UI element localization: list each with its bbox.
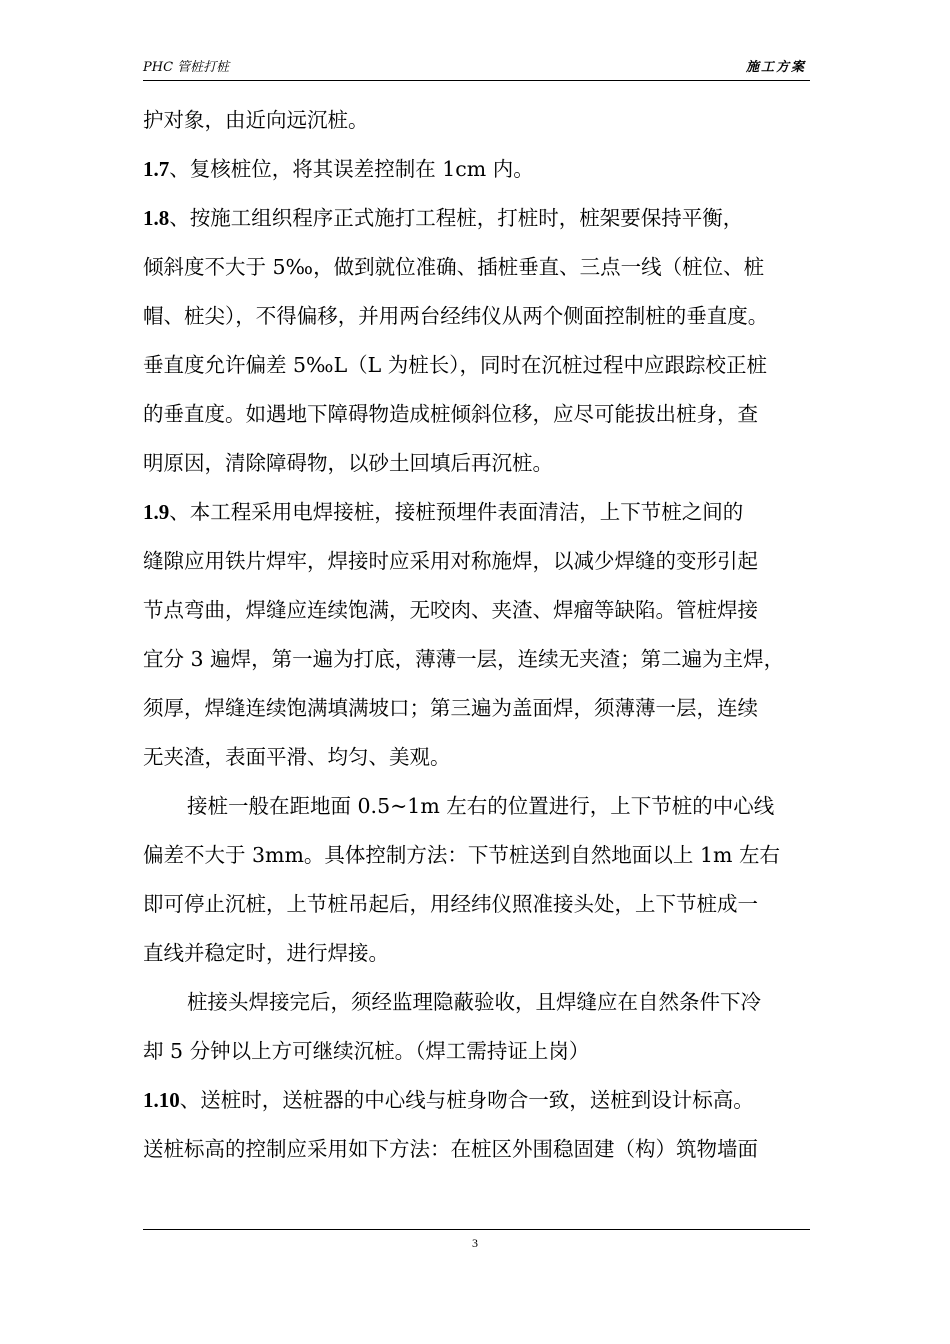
- line-text: 护对象，由近向远沉桩。: [143, 108, 369, 132]
- body-text: [143, 100, 815, 1178]
- line-text: 的垂直度。如遇地下障碍物造成桩倾斜位移，应尽可能拔出桩身，查: [143, 402, 758, 426]
- header-left-title: PHC 管桩打桩: [143, 60, 230, 75]
- line-text: 桩接头焊接完后，须经监理隐蔽验收，且焊缝应在自然条件下冷: [187, 990, 761, 1014]
- text-line: [143, 296, 815, 345]
- text-line: [143, 639, 815, 688]
- text-line: [143, 737, 815, 786]
- text-line: [143, 982, 815, 1031]
- line-text: 、送桩时，送桩器的中心线与桩身吻合一致，送桩到设计标高。: [179, 1088, 754, 1112]
- header-divider: [143, 80, 810, 81]
- line-text: 宜分 3 遍焊，第一遍为打底，薄薄一层，连续无夹渣；第二遍为主焊，: [143, 647, 785, 671]
- text-line: [143, 688, 815, 737]
- footer-divider: [143, 1229, 810, 1230]
- text-line: [143, 149, 815, 198]
- text-line: [143, 443, 815, 492]
- text-line: [143, 933, 815, 982]
- text-line: [143, 100, 815, 149]
- line-text: 节点弯曲，焊缝应连续饱满，无咬肉、夹渣、焊瘤等缺陷。管桩焊接: [143, 598, 758, 622]
- section-number: 1.9: [143, 500, 170, 524]
- text-line: [143, 492, 815, 541]
- line-text: 偏差不大于 3mm。具体控制方法：下节桩送到自然地面以上 1m 左右: [143, 843, 780, 867]
- line-text: 须厚，焊缝连续饱满填满坡口；第三遍为盖面焊，须薄薄一层，连续: [143, 696, 758, 720]
- line-text: 、按施工组织程序正式施打工程桩，打桩时，桩架要保持平衡，: [169, 206, 744, 230]
- line-text: 倾斜度不大于 5‰，做到就位准确、插桩垂直、三点一线（桩位、桩: [143, 255, 765, 279]
- section-number: 1.10: [143, 1088, 180, 1112]
- line-text: 却 5 分钟以上方可继续沉桩。（焊工需持证上岗）: [143, 1039, 590, 1063]
- text-line: [143, 541, 815, 590]
- text-line: [143, 1080, 815, 1129]
- line-text: 接桩一般在距地面 0.5~1m 左右的位置进行，上下节桩的中心线: [187, 794, 775, 818]
- line-text: 帽、桩尖），不得偏移，并用两台经纬仪从两个侧面控制桩的垂直度。: [143, 304, 769, 328]
- line-text: 即可停止沉桩，上节桩吊起后，用经纬仪照准接头处，上下节桩成一: [143, 892, 758, 916]
- text-line: [143, 590, 815, 639]
- page-number: 3: [472, 1236, 478, 1250]
- text-line: [143, 198, 815, 247]
- text-line: [143, 394, 815, 443]
- header-right-title: 施工方案: [745, 60, 806, 75]
- text-line: [143, 1129, 815, 1178]
- text-line: [143, 345, 815, 394]
- text-line: [143, 786, 815, 835]
- text-line: [143, 884, 815, 933]
- section-number: 1.8: [143, 206, 170, 230]
- line-text: 缝隙应用铁片焊牢，焊接时应采用对称施焊，以减少焊缝的变形引起: [143, 549, 758, 573]
- text-line: [143, 835, 815, 884]
- text-line: [143, 247, 815, 296]
- line-text: 明原因，清除障碍物，以砂土回填后再沉桩。: [143, 451, 553, 475]
- line-text: 无夹渣，表面平滑、均匀、美观。: [143, 745, 451, 769]
- line-text: 送桩标高的控制应采用如下方法：在桩区外围稳固建（构）筑物墙面: [143, 1137, 758, 1161]
- line-text: 直线并稳定时，进行焊接。: [143, 941, 389, 965]
- line-text: 垂直度允许偏差 5‰L（L 为桩长），同时在沉桩过程中应跟踪校正桩: [143, 353, 768, 377]
- line-text: 、复核桩位，将其误差控制在 1cm 内。: [169, 157, 534, 181]
- text-line: [143, 1031, 815, 1080]
- page-header: [143, 52, 810, 78]
- section-number: 1.7: [143, 157, 170, 181]
- line-text: 、本工程采用电焊接桩，接桩预埋件表面清洁，上下节桩之间的: [169, 500, 744, 524]
